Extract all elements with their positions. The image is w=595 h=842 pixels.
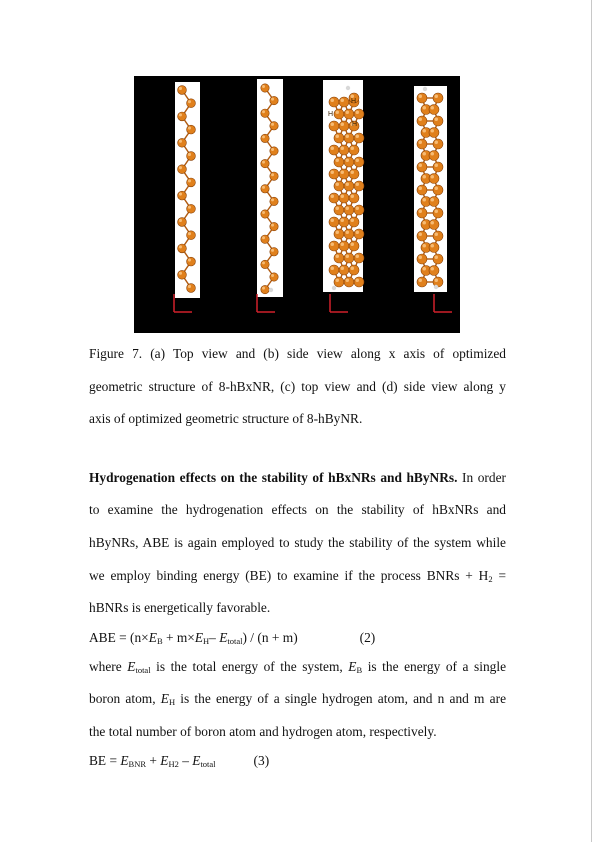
atom-highlight bbox=[423, 221, 427, 225]
atom-highlight bbox=[336, 279, 340, 283]
atom-highlight bbox=[435, 164, 439, 168]
atom-highlight bbox=[351, 267, 355, 271]
atom-highlight bbox=[419, 233, 423, 237]
boron-atom bbox=[329, 169, 339, 179]
boron-atom bbox=[334, 229, 344, 239]
boron-atom bbox=[329, 193, 339, 203]
boron-atom bbox=[334, 133, 344, 143]
atom-highlight bbox=[179, 245, 182, 248]
atom-highlight bbox=[423, 267, 427, 271]
boron-atom bbox=[339, 169, 349, 179]
boron-atom bbox=[270, 147, 278, 155]
boron-atom bbox=[270, 197, 278, 205]
boron-atom bbox=[349, 169, 359, 179]
atom-highlight bbox=[331, 99, 335, 103]
equation-3: BE = $E_{BNR} + E_{H2} - E_{total}$ (3) bbox=[89, 753, 270, 769]
atom-highlight bbox=[331, 219, 335, 223]
atom-highlight bbox=[341, 99, 345, 103]
boron-atom bbox=[349, 265, 359, 275]
atom-highlight bbox=[188, 232, 191, 235]
caption-line-3: axis of optimized geometric structure of 8-hByNR. bbox=[89, 411, 363, 426]
boron-atom bbox=[429, 197, 439, 207]
section-line-4: we employ binding energy (BE) to examine if the process BNRs + $H_2$ = bbox=[89, 568, 506, 584]
atom-highlight bbox=[356, 207, 360, 211]
boron-atom bbox=[339, 145, 349, 155]
boron-atom bbox=[349, 217, 359, 227]
atom-highlight bbox=[341, 147, 345, 151]
boron-atom bbox=[344, 109, 354, 119]
atom-highlight bbox=[351, 171, 355, 175]
boron-atom bbox=[334, 253, 344, 263]
atom-highlight bbox=[188, 259, 191, 262]
atom-highlight bbox=[262, 186, 265, 189]
atom-highlight bbox=[435, 210, 439, 214]
boron-atom bbox=[187, 99, 196, 108]
boron-atom bbox=[329, 241, 339, 251]
atom-highlight bbox=[262, 287, 265, 290]
boron-atom bbox=[344, 157, 354, 167]
atom-highlight bbox=[435, 95, 439, 99]
figure-7-image bbox=[134, 76, 460, 333]
section-line-5: hBNRs is energetically favorable. bbox=[89, 600, 271, 615]
boron-atom bbox=[334, 109, 344, 119]
atom-highlight bbox=[346, 111, 350, 115]
equation-2: ABE = ($n\times E_B + m\times E_H-$ $E_{total}) / (n + m)$ (2) bbox=[89, 630, 376, 646]
boron-atom bbox=[178, 138, 187, 147]
atom-highlight bbox=[435, 256, 439, 260]
atom-highlight bbox=[435, 118, 439, 122]
equation-3-number: (3) bbox=[253, 753, 270, 768]
boron-atom bbox=[354, 133, 364, 143]
atom-highlight bbox=[188, 153, 191, 156]
atom-highlight bbox=[336, 111, 340, 115]
atom-highlight bbox=[423, 129, 427, 133]
boron-atom bbox=[354, 277, 364, 287]
atom-highlight bbox=[346, 159, 350, 163]
section-line-3: hByNRs, ABE is again employed to study the stability of the system while bbox=[89, 535, 506, 550]
atom-highlight bbox=[346, 255, 350, 259]
atom-highlight bbox=[336, 255, 340, 259]
atom-highlight bbox=[419, 118, 423, 122]
atom-highlight bbox=[435, 141, 439, 145]
atom-highlight bbox=[356, 231, 360, 235]
boron-atom bbox=[354, 157, 364, 167]
boron-atom bbox=[417, 254, 427, 264]
where-line-1: where $E_{total}$ is the total energy of the system, $E_B$ is the energy of a single bbox=[89, 659, 507, 675]
equation-2-number: (2) bbox=[359, 630, 376, 645]
atom-highlight bbox=[271, 148, 274, 151]
boron-atom bbox=[270, 222, 278, 230]
atom-highlight bbox=[431, 152, 435, 156]
boron-atom bbox=[339, 217, 349, 227]
atom-highlight bbox=[431, 198, 435, 202]
hydrogen-atom bbox=[332, 286, 336, 290]
boron-atom bbox=[344, 229, 354, 239]
boron-atom bbox=[187, 178, 196, 187]
boron-atom bbox=[178, 191, 187, 200]
boron-atom bbox=[417, 162, 427, 172]
atom-highlight bbox=[271, 173, 274, 176]
boron-atom bbox=[261, 134, 269, 142]
boron-atom bbox=[433, 208, 443, 218]
atom-highlight bbox=[331, 123, 335, 127]
atom-highlight bbox=[356, 111, 360, 115]
atom-highlight bbox=[271, 98, 274, 101]
atom-highlight bbox=[331, 267, 335, 271]
boron-atom bbox=[261, 159, 269, 167]
atom-highlight bbox=[262, 85, 265, 88]
atom-highlight bbox=[262, 110, 265, 113]
boron-atom bbox=[354, 229, 364, 239]
boron-atom bbox=[339, 241, 349, 251]
atom-highlight bbox=[341, 123, 345, 127]
atom-highlight bbox=[419, 141, 423, 145]
boron-atom bbox=[187, 231, 196, 240]
boron-atom bbox=[344, 277, 354, 287]
atom-highlight bbox=[423, 198, 427, 202]
atom-highlight bbox=[179, 272, 182, 275]
section-line-1: Hydrogenation effects on the stability of hBxNRs and hByNRs. In order bbox=[89, 470, 506, 485]
boron-atom bbox=[344, 253, 354, 263]
boron-atom bbox=[429, 220, 439, 230]
hydrogen-atom bbox=[423, 87, 427, 91]
boron-atom bbox=[433, 162, 443, 172]
atom-highlight bbox=[351, 195, 355, 199]
boron-atom bbox=[329, 121, 339, 131]
boron-atom bbox=[417, 208, 427, 218]
atom-highlight bbox=[419, 164, 423, 168]
atom-highlight bbox=[351, 219, 355, 223]
boron-atom bbox=[417, 139, 427, 149]
boron-atom bbox=[433, 254, 443, 264]
boron-atom bbox=[344, 133, 354, 143]
boron-atom bbox=[429, 128, 439, 138]
atom-label: H bbox=[352, 121, 358, 128]
boron-atom bbox=[261, 210, 269, 218]
boron-atom bbox=[329, 265, 339, 275]
atom-highlight bbox=[346, 135, 350, 139]
atom-highlight bbox=[331, 147, 335, 151]
boron-atom bbox=[429, 151, 439, 161]
where-line-2: boron atom, $E_H$ is the energy of a single hydrogen atom, and n and m are bbox=[89, 691, 507, 707]
atom-highlight bbox=[179, 219, 182, 222]
where-line-3: the total number of boron atom and hydrogen atom, respectively. bbox=[89, 724, 437, 739]
boron-atom bbox=[429, 174, 439, 184]
caption-line-2: geometric structure of 8-hBxNR, (c) top view and (d) side view along y bbox=[89, 379, 506, 394]
atom-highlight bbox=[423, 244, 427, 248]
boron-atom bbox=[433, 231, 443, 241]
boron-atom bbox=[187, 204, 196, 213]
boron-atom bbox=[354, 109, 364, 119]
boron-atom bbox=[187, 284, 196, 293]
atom-highlight bbox=[188, 127, 191, 130]
boron-atom bbox=[349, 193, 359, 203]
atom-highlight bbox=[179, 193, 182, 196]
atom-highlight bbox=[346, 279, 350, 283]
boron-atom bbox=[429, 266, 439, 276]
boron-atom bbox=[349, 241, 359, 251]
atom-highlight bbox=[351, 243, 355, 247]
boron-atom bbox=[339, 121, 349, 131]
atom-highlight bbox=[341, 171, 345, 175]
atom-highlight bbox=[262, 211, 265, 214]
atom-highlight bbox=[336, 159, 340, 163]
boron-atom bbox=[354, 181, 364, 191]
atom-highlight bbox=[435, 279, 439, 283]
boron-atom bbox=[187, 152, 196, 161]
boron-atom bbox=[339, 193, 349, 203]
boron-atom bbox=[429, 105, 439, 115]
boron-atom bbox=[178, 218, 187, 227]
atom-highlight bbox=[356, 159, 360, 163]
boron-atom bbox=[433, 185, 443, 195]
atom-highlight bbox=[341, 219, 345, 223]
boron-atom bbox=[354, 205, 364, 215]
boron-atom bbox=[433, 116, 443, 126]
boron-atom bbox=[261, 285, 269, 293]
atom-label: H bbox=[351, 98, 357, 105]
boron-atom bbox=[178, 86, 187, 95]
hydrogen-atom bbox=[434, 285, 438, 289]
atom-highlight bbox=[341, 267, 345, 271]
atom-highlight bbox=[188, 100, 191, 103]
boron-atom bbox=[417, 277, 427, 287]
atom-highlight bbox=[431, 267, 435, 271]
page-edge bbox=[591, 0, 592, 842]
boron-atom bbox=[329, 217, 339, 227]
atom-highlight bbox=[336, 207, 340, 211]
boron-atom bbox=[261, 84, 269, 92]
atom-highlight bbox=[271, 274, 274, 277]
atom-highlight bbox=[262, 161, 265, 164]
atom-highlight bbox=[341, 195, 345, 199]
section-line-2: to examine the hydrogenation effects on the stability of hBxNRs and bbox=[89, 502, 506, 517]
atom-highlight bbox=[419, 187, 423, 191]
atom-highlight bbox=[179, 140, 182, 143]
atom-highlight bbox=[431, 175, 435, 179]
atom-highlight bbox=[356, 279, 360, 283]
boron-atom bbox=[178, 270, 187, 279]
atom-highlight bbox=[431, 244, 435, 248]
caption-line-1: Figure 7. (a) Top view and (b) side view along x axis of optimized bbox=[89, 346, 506, 361]
atom-highlight bbox=[336, 231, 340, 235]
boron-atom bbox=[187, 125, 196, 134]
atom-highlight bbox=[346, 207, 350, 211]
atom-highlight bbox=[331, 243, 335, 247]
atom-highlight bbox=[336, 183, 340, 187]
boron-atom bbox=[349, 145, 359, 155]
atom-highlight bbox=[419, 279, 423, 283]
boron-atom bbox=[329, 97, 339, 107]
atom-highlight bbox=[419, 210, 423, 214]
boron-atom bbox=[270, 273, 278, 281]
atom-highlight bbox=[356, 255, 360, 259]
atom-highlight bbox=[188, 206, 191, 209]
boron-atom bbox=[334, 277, 344, 287]
atom-highlight bbox=[262, 135, 265, 138]
atom-highlight bbox=[435, 233, 439, 237]
atom-highlight bbox=[179, 87, 182, 90]
boron-atom bbox=[344, 181, 354, 191]
atom-highlight bbox=[356, 135, 360, 139]
boron-atom bbox=[270, 172, 278, 180]
hydrogen-atom bbox=[269, 288, 273, 292]
boron-atom bbox=[334, 205, 344, 215]
atom-highlight bbox=[262, 236, 265, 239]
boron-atom bbox=[339, 97, 349, 107]
boron-atom bbox=[329, 145, 339, 155]
boron-atom bbox=[417, 116, 427, 126]
boron-atom bbox=[270, 248, 278, 256]
boron-atom bbox=[354, 253, 364, 263]
boron-atom bbox=[433, 139, 443, 149]
hydrogen-atom bbox=[346, 86, 350, 90]
atom-highlight bbox=[423, 106, 427, 110]
atom-label: H bbox=[328, 111, 334, 118]
atom-highlight bbox=[336, 135, 340, 139]
atom-highlight bbox=[331, 195, 335, 199]
boron-atom bbox=[433, 93, 443, 103]
boron-atom bbox=[429, 243, 439, 253]
boron-atom bbox=[417, 231, 427, 241]
atom-highlight bbox=[431, 129, 435, 133]
boron-atom bbox=[344, 205, 354, 215]
boron-atom bbox=[417, 185, 427, 195]
atom-highlight bbox=[331, 171, 335, 175]
atom-highlight bbox=[419, 256, 423, 260]
atom-highlight bbox=[341, 243, 345, 247]
atom-highlight bbox=[351, 147, 355, 151]
atom-highlight bbox=[346, 231, 350, 235]
boron-atom bbox=[178, 244, 187, 253]
atom-highlight bbox=[179, 166, 182, 169]
atom-highlight bbox=[423, 175, 427, 179]
boron-atom bbox=[261, 260, 269, 268]
boron-atom bbox=[261, 109, 269, 117]
atom-highlight bbox=[356, 183, 360, 187]
boron-atom bbox=[334, 157, 344, 167]
atom-highlight bbox=[271, 224, 274, 227]
atom-highlight bbox=[346, 183, 350, 187]
boron-atom bbox=[417, 93, 427, 103]
boron-atom bbox=[261, 235, 269, 243]
atom-highlight bbox=[271, 249, 274, 252]
atom-highlight bbox=[179, 113, 182, 116]
molecular-structures-figure bbox=[134, 76, 460, 333]
atom-highlight bbox=[262, 261, 265, 264]
atom-highlight bbox=[271, 123, 274, 126]
atom-highlight bbox=[431, 106, 435, 110]
boron-atom bbox=[261, 185, 269, 193]
atom-highlight bbox=[431, 221, 435, 225]
boron-atom bbox=[187, 257, 196, 266]
boron-atom bbox=[178, 112, 187, 121]
boron-atom bbox=[270, 122, 278, 130]
atom-highlight bbox=[188, 179, 191, 182]
boron-atom bbox=[334, 181, 344, 191]
boron-atom bbox=[339, 265, 349, 275]
boron-atom bbox=[270, 96, 278, 104]
atom-highlight bbox=[271, 198, 274, 201]
boron-atom bbox=[178, 165, 187, 174]
section-heading: Hydrogenation effects on the stability of hBxNRs and hByNRs. bbox=[89, 470, 458, 485]
atom-highlight bbox=[188, 285, 191, 288]
atom-highlight bbox=[435, 187, 439, 191]
atom-highlight bbox=[423, 152, 427, 156]
atom-highlight bbox=[419, 95, 423, 99]
